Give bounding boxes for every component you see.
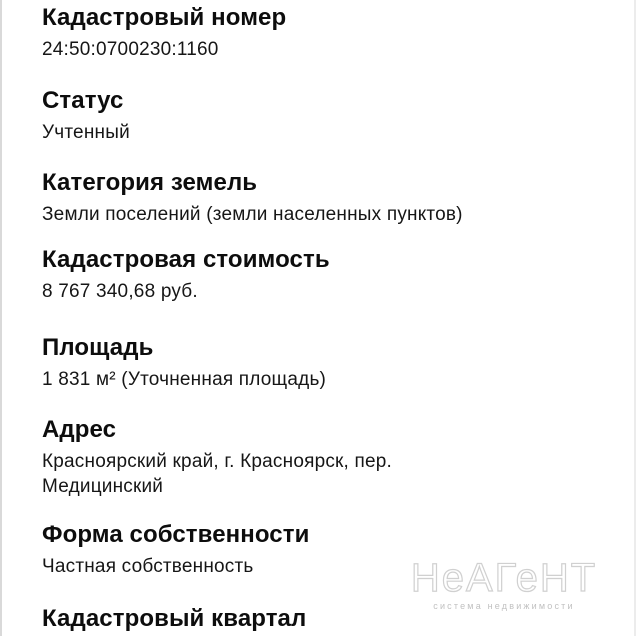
field-land-category: [42, 168, 622, 227]
field-area: [42, 333, 622, 392]
field-label: Категория земель: [42, 169, 258, 196]
field-value: [42, 449, 622, 499]
field-label: Кадастровая стоимость: [42, 246, 330, 273]
field-address: [42, 415, 622, 499]
watermark-brand: НеАГеНТ: [410, 556, 598, 600]
address-line-1: Красноярский край, г. Красноярск, пер.: [42, 451, 393, 472]
watermark-subtitle: система недвижимости: [433, 601, 575, 611]
address-line-2: Медицинский: [42, 476, 164, 497]
field-status: [42, 86, 622, 145]
screen-left-edge: [0, 0, 2, 636]
field-label: Адрес: [42, 416, 117, 443]
field-value: Частная собственность: [42, 556, 254, 577]
field-label: Кадастровый квартал: [42, 605, 307, 632]
field-value: 8 767 340,68 руб.: [42, 281, 198, 302]
field-cadastral-number: [42, 3, 622, 62]
field-label: Статус: [42, 87, 124, 114]
field-label: Кадастровый номер: [42, 4, 287, 31]
field-value: 1 831 м² (Уточненная площадь): [42, 369, 327, 390]
field-value: Земли поселений (земли населенных пунктов): [42, 204, 463, 225]
watermark-logo: [404, 558, 604, 611]
field-label: Площадь: [42, 334, 154, 361]
field-value: 24:50:0700230:1160: [42, 39, 219, 60]
field-value: Учтенный: [42, 122, 130, 143]
field-cadastral-value: [42, 245, 622, 304]
field-label: Форма собственности: [42, 521, 310, 548]
